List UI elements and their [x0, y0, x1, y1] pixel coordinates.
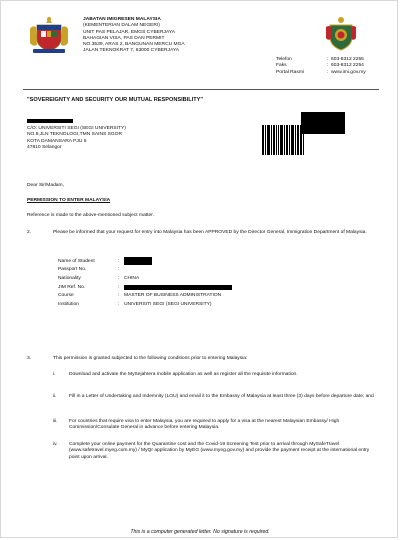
- motto: "SOVEREIGNTY AND SECURITY OUR MUTUAL RESPONSIBILITY": [27, 97, 204, 103]
- separator: :: [327, 69, 329, 75]
- condition-index: iii.: [53, 419, 58, 424]
- address-line: NO.9,JLN TEKNOLOGI,TMN SAINS SGOR: [27, 132, 123, 138]
- detail-row: [58, 283, 348, 292]
- header-divider: [23, 89, 379, 90]
- header-line: JALAN TEKNOKRAT 7, 63000 CYBERJAYA: [83, 48, 180, 54]
- redacted-recipient-name: [27, 119, 73, 123]
- separator: :: [327, 63, 329, 69]
- detail-label: Course: [58, 293, 74, 299]
- salutation: Dear Sir/Madam,: [27, 183, 64, 188]
- conditions-intro: This permission is granted subjected to the following conditions prior to entering Malaysia:: [53, 356, 248, 361]
- separator: :: [118, 275, 120, 281]
- condition-index: ii.: [53, 394, 57, 399]
- detail-row: [58, 257, 348, 266]
- contact-value: www.imi.gov.my: [331, 69, 366, 75]
- contact-label: Portal Rasmi: [276, 69, 304, 75]
- barcode: [262, 125, 316, 155]
- condition-item: [53, 394, 378, 400]
- separator: :: [118, 258, 120, 264]
- detail-row: [58, 291, 348, 300]
- separator: :: [118, 293, 120, 299]
- detail-value: MASTER OF BUSINESS ADMINISTRATION: [124, 293, 222, 299]
- condition-text: For countries that require visa to enter Malaysia, you are required to apply for a visa at the nearest Malaysian Embassy/ High Commission/Consulate General in advance before entering Malaysia.: [69, 419, 340, 431]
- coat-of-arms-logo: [27, 15, 71, 57]
- address-line: C/O: UNIVERSITI SEGI (SEGI UNIVERSITY): [27, 126, 126, 131]
- student-details: [58, 257, 348, 309]
- contact-row: [276, 70, 376, 76]
- immigration-emblem-logo: [324, 15, 358, 53]
- detail-value: UNIVERSITI SEGI (SEGI UNIVERSITY): [124, 301, 212, 307]
- separator: :: [118, 284, 120, 290]
- redacted-student-name: [124, 257, 152, 265]
- paragraph-number: 3.: [27, 356, 32, 361]
- header-line: JABATAN IMIGRESEN MALAYSIA: [83, 17, 161, 22]
- condition-text: Fill in a Letter of Undertaking and Indemnity (LOU) and email it to the Embassy of Malaysia at least three (3) days before departure date; and: [69, 394, 374, 399]
- separator: :: [327, 57, 329, 62]
- address-line: KOTA DAMANSARA PJU 5: [27, 138, 87, 144]
- detail-label: Passport No.: [58, 267, 87, 273]
- department-header: [83, 17, 273, 55]
- recipient-address: [27, 126, 227, 151]
- detail-row: [58, 274, 348, 283]
- condition-text: Download and activate the MySejahtera mobile application as well as register all the requisite information.: [69, 372, 298, 377]
- contact-block: [276, 57, 376, 76]
- condition-item: [53, 442, 378, 461]
- contact-value: 603-8312 2255: [331, 57, 364, 62]
- reference-line: Reference is made to the above-mentioned subject matter.: [27, 213, 154, 218]
- detail-row: [58, 266, 348, 275]
- detail-label: JIM Ref. No.: [58, 284, 86, 290]
- header-line: NO.3539, ARAS 2, BANGUNAN MERCU MGA: [83, 42, 185, 48]
- condition-text: Complete your online payment for the Quarantine cost and the Covid-19 Screening Test prior to arrival through MySafeTravel (www.safetravel.myeg.com.my) / MyQr application by MyEG (www.myeg.gov.my) and provide the payment receipt at the international entry point upon arrival.: [69, 442, 370, 460]
- header-line: BAHAGIAN VISA, PAS DAN PERMIT: [83, 35, 165, 41]
- header-line: (KEMENTERIAN DALAM NEGERI): [83, 23, 160, 29]
- detail-value: CHINA: [124, 275, 140, 281]
- letter-subject: PERMISSION TO ENTER MALAYSIA: [27, 198, 111, 203]
- contact-label: Faks: [276, 63, 287, 69]
- separator: :: [118, 301, 120, 307]
- redacted-jim-ref: [124, 285, 232, 290]
- condition-index: iv.: [53, 442, 58, 447]
- address-line: 47810 Selangor: [27, 144, 62, 150]
- detail-row: [58, 300, 348, 309]
- separator: :: [118, 267, 120, 273]
- approval-paragraph: Please be informed that your request for entry into Malaysia has been APPROVED by the Director General, Immigration Department of Malaysia.: [53, 230, 367, 235]
- detail-label: Name of Student: [58, 258, 95, 264]
- detail-label: Institution: [58, 301, 79, 307]
- contact-value: 603-8312 2254: [331, 63, 364, 69]
- header-line: UNIT PAS PELAJAR, EMGS CYBERJAYA: [83, 29, 176, 35]
- condition-index: i.: [53, 372, 56, 377]
- detail-label: Nationality: [58, 275, 81, 281]
- contact-label: Telefon: [276, 57, 292, 62]
- condition-item: [53, 419, 378, 432]
- paragraph-number: 2.: [27, 230, 32, 235]
- condition-item: [53, 372, 378, 378]
- computer-generated-notice: This is a computer generated letter. No signature is required.: [130, 529, 270, 535]
